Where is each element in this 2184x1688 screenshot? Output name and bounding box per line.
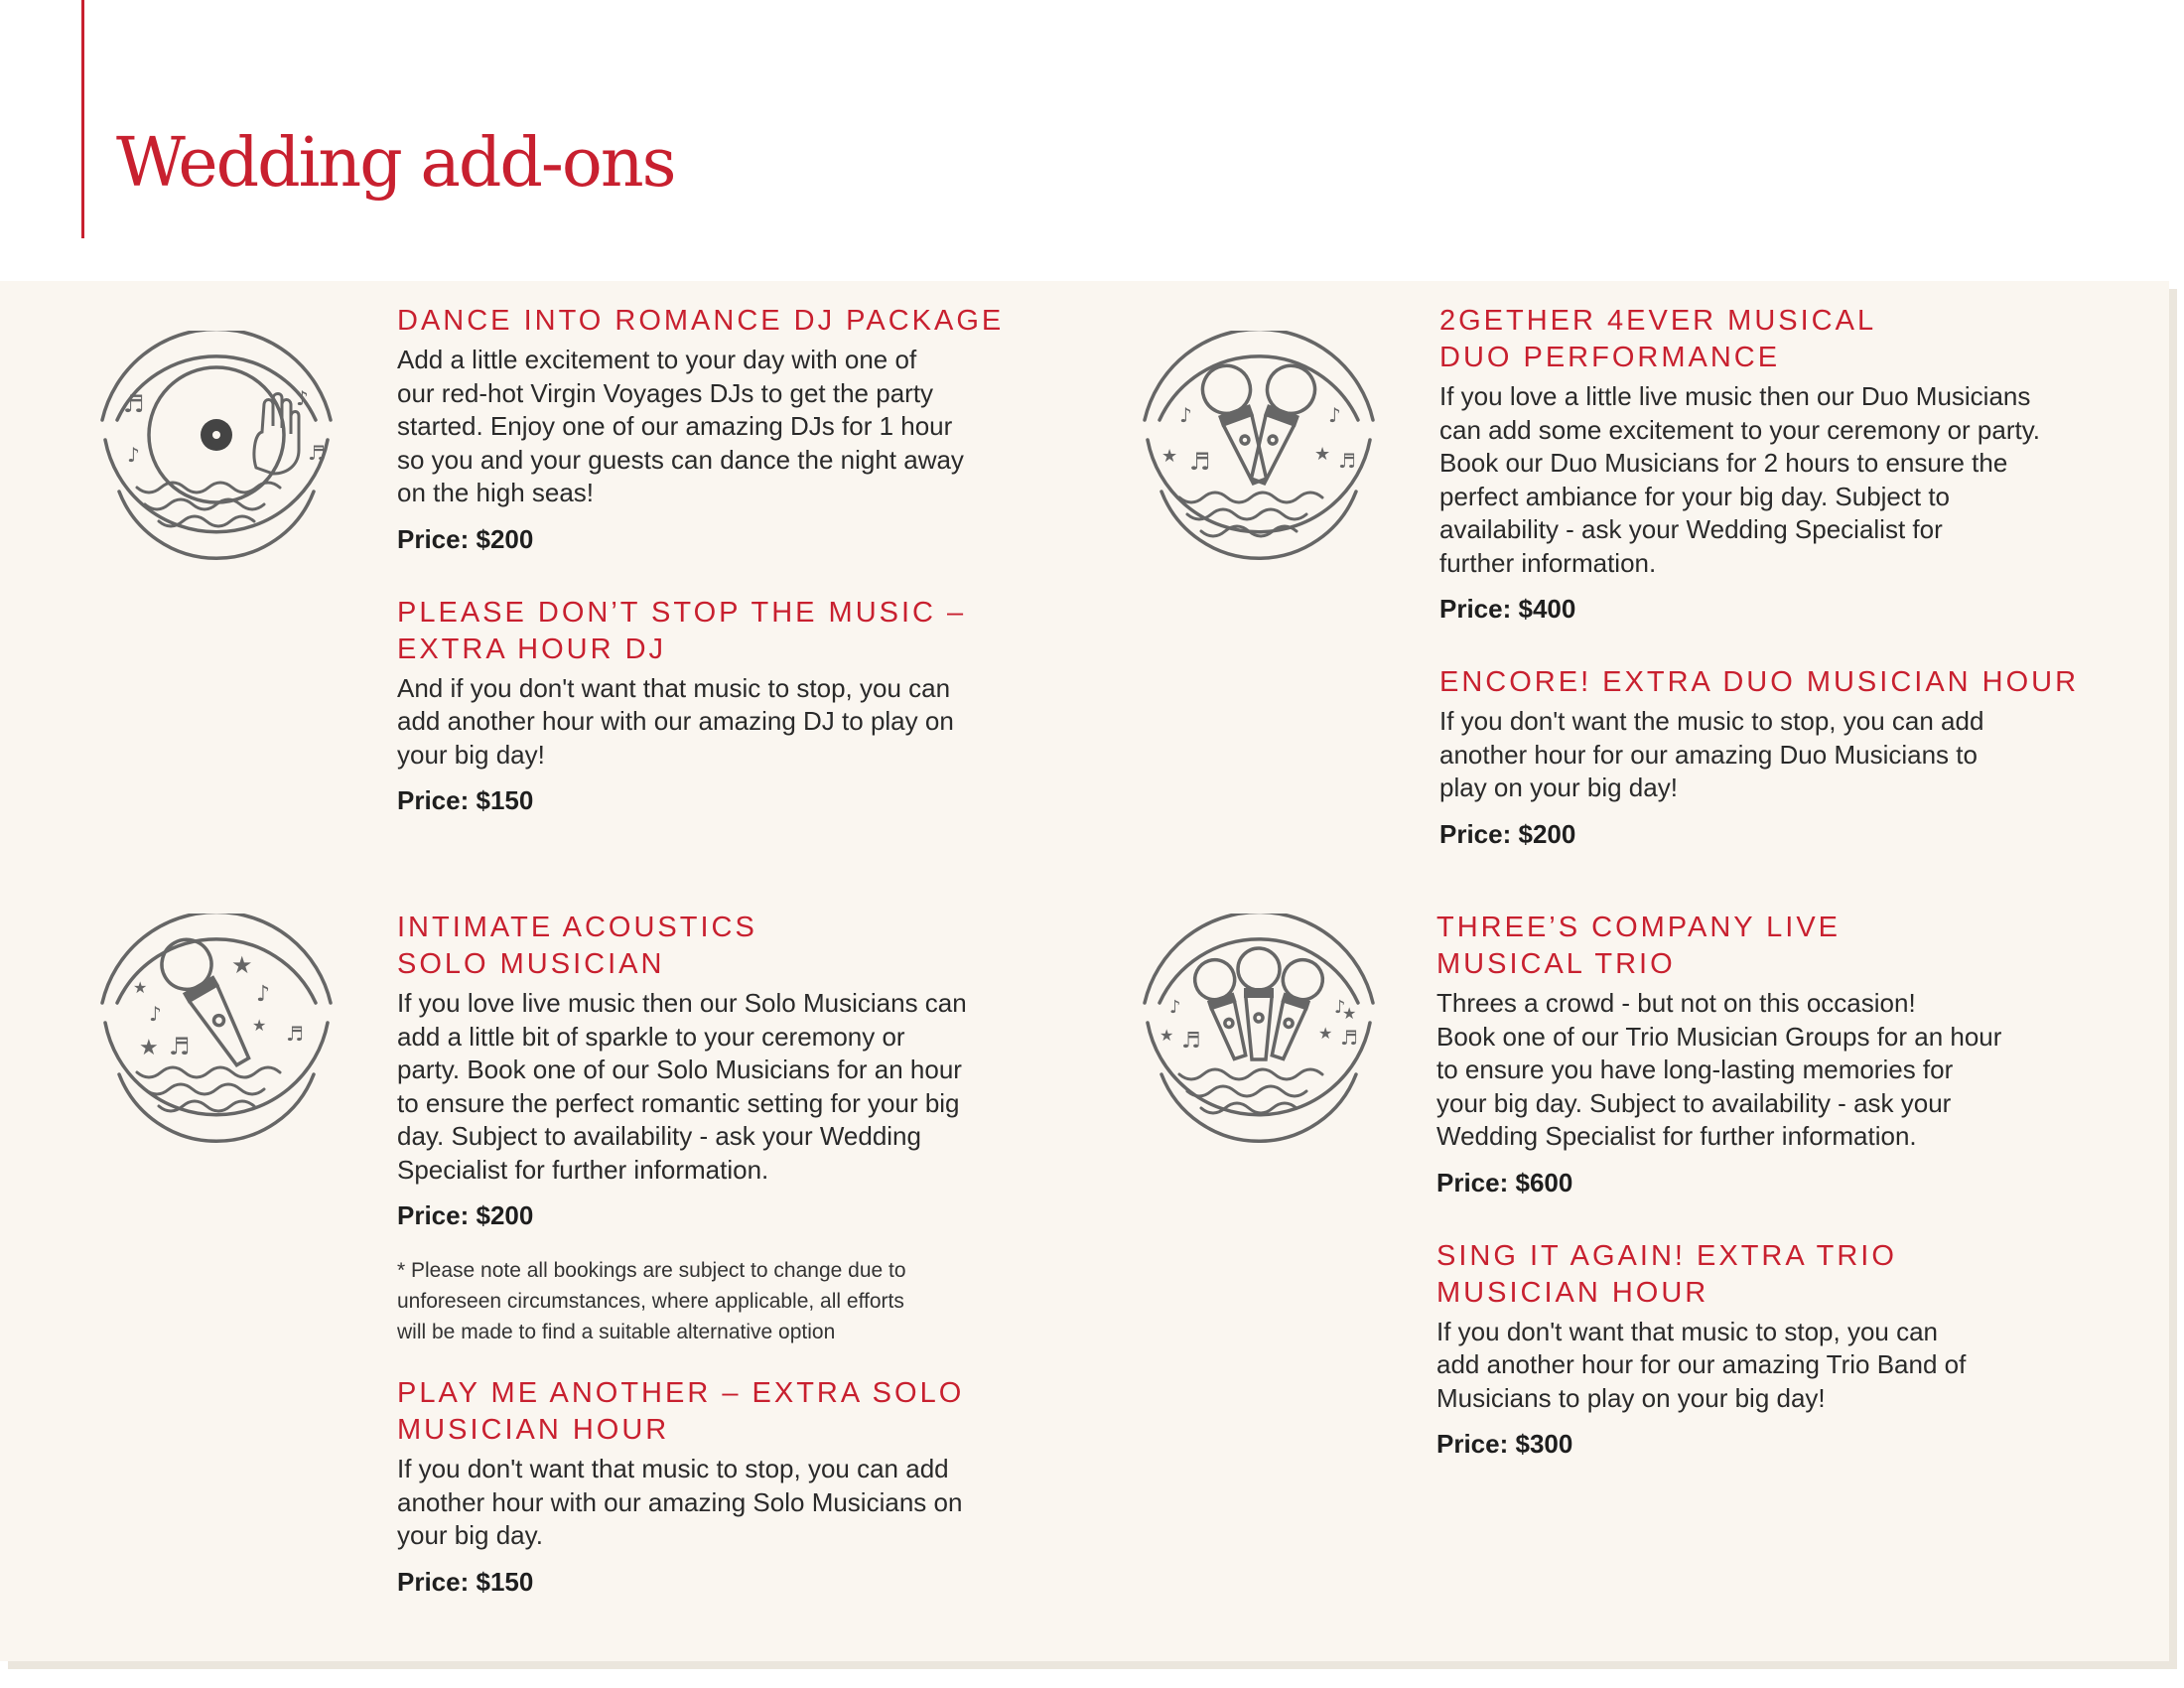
musical-trio [1436, 910, 2151, 1198]
item-title: PLAY ME ANOTHER – EXTRA SOLO MUSICIAN HOUR [397, 1377, 965, 1446]
svg-text:♬: ♬ [1340, 1026, 1358, 1050]
item-title: INTIMATE ACOUSTICS SOLO MUSICIAN [397, 912, 757, 980]
turntable-icon [97, 331, 336, 579]
svg-text:★: ★ [1160, 1026, 1174, 1045]
dj-section [397, 303, 1052, 850]
item-description: If you don't want the music to stop, you can add another hour for our amazing Duo Musicians to play on your big day! [1439, 706, 1984, 802]
svg-text:♬: ♬ [169, 1033, 191, 1060]
item-price: Price: $300 [1436, 1429, 1573, 1459]
svg-text:♪: ♪ [1179, 403, 1192, 427]
item-price: Price: $200 [397, 523, 534, 554]
svg-text:♪: ♪ [149, 1002, 162, 1026]
page-title: Wedding add-ons [116, 124, 675, 203]
item-description: If you don't want that music to stop, you can add another hour with our amazing Solo Musicians on your big day. [397, 1454, 963, 1550]
booking-note: * Please note all bookings are subject to change due to unforeseen circumstances, where applicable, all efforts will be made to find a suitable alternative option [397, 1259, 906, 1343]
item-price: Price: $200 [1439, 818, 1576, 849]
duo-extra-hour [1439, 664, 2154, 850]
svg-text:♪: ♪ [1169, 997, 1181, 1018]
item-title: THREE’S COMPANY LIVE MUSICAL TRIO [1436, 912, 1842, 980]
two-microphones-icon [1140, 331, 1378, 579]
item-title: PLEASE DON’T STOP THE MUSIC – EXTRA HOUR DJ [397, 596, 967, 665]
item-price: Price: $150 [397, 1566, 534, 1597]
item-description: And if you don't want that music to stop, you can add another hour with our amazing DJ to play on your big day! [397, 672, 954, 770]
duo-section [1439, 303, 2154, 884]
item-description: If you don't want that music to stop, you can add another hour for our amazing Trio Band of Musicians to play on your big day! [1436, 1316, 1967, 1413]
dj-extra-hour [397, 595, 1052, 817]
svg-text:♬: ♬ [1338, 449, 1356, 473]
svg-text:♬: ♬ [286, 1022, 304, 1046]
trio-extra-hour [1436, 1238, 2151, 1461]
item-price: Price: $150 [397, 785, 534, 815]
item-title: ENCORE! EXTRA DUO MUSICIAN HOUR [1439, 666, 2080, 698]
trio-section [1436, 910, 2151, 1493]
svg-text:♬: ♬ [1189, 448, 1211, 476]
item-description: Threes a crowd - but not on this occasion! Book one of our Trio Musician Groups for an hour to ensure you have long-lasting memories for your big day. Subject to availability - ask your Wedding Specialist for further information. [1436, 988, 2002, 1151]
item-title: 2GETHER 4EVER MUSICAL DUO PERFORMANCE [1439, 305, 1877, 373]
addons-panel [0, 281, 2169, 1661]
svg-text:♪: ♪ [127, 443, 140, 467]
solo-musician [397, 910, 1052, 1231]
microphone-icon [97, 914, 336, 1162]
svg-text:★: ★ [1342, 1004, 1357, 1023]
accent-rule [81, 0, 84, 238]
svg-text:★: ★ [139, 1036, 159, 1060]
solo-extra-hour [397, 1375, 1052, 1598]
item-description: If you love live music then our Solo Musicians can add a little bit of sparkle to your ceremony or party. Book one of our Solo Musicians for an hour to ensure the perfect romantic setting for your big day. Subject to availability - ask your Wedding Specialist for further information. [397, 988, 967, 1185]
svg-text:♪: ♪ [296, 386, 309, 410]
item-title: SING IT AGAIN! EXTRA TRIO MUSICIAN HOUR [1436, 1239, 1897, 1309]
svg-text:♪: ♪ [256, 982, 271, 1007]
svg-text:★: ★ [252, 1016, 267, 1035]
svg-text:★: ★ [231, 951, 253, 979]
svg-text:♬: ♬ [1181, 1029, 1201, 1054]
item-price: Price: $400 [1439, 594, 1576, 624]
item-price: Price: $200 [397, 1200, 534, 1230]
item-price: Price: $600 [1436, 1167, 1573, 1197]
svg-text:★: ★ [1314, 444, 1331, 465]
three-microphones-icon [1140, 914, 1378, 1162]
solo-section [397, 910, 1052, 1631]
svg-text:♬: ♬ [308, 441, 326, 465]
svg-text:♪: ♪ [1328, 403, 1341, 427]
svg-text:♪: ♪ [1334, 997, 1346, 1018]
svg-text:★: ★ [1318, 1024, 1333, 1043]
duo-performance [1439, 303, 2154, 625]
svg-text:★: ★ [133, 978, 148, 997]
item-description: If you love a little live music then our Duo Musicians can add some excitement to your ceremony or party. Book our Duo Musicians for 2 hours to ensure the perfect ambiance for your big day. Subject to availability - ask your Wedding Specialist for further information. [1439, 381, 2041, 578]
svg-text:★: ★ [1161, 446, 1178, 467]
item-description: Add a little excitement to your day with one of our red-hot Virgin Voyages DJs to get the party started. Enjoy one of our amazing DJs for 1 hour so you and your guests can dance the night away on the high seas! [397, 345, 964, 507]
item-title: DANCE INTO ROMANCE DJ PACKAGE [397, 305, 1005, 337]
dj-package [397, 303, 1052, 555]
svg-text:♬: ♬ [123, 390, 145, 418]
